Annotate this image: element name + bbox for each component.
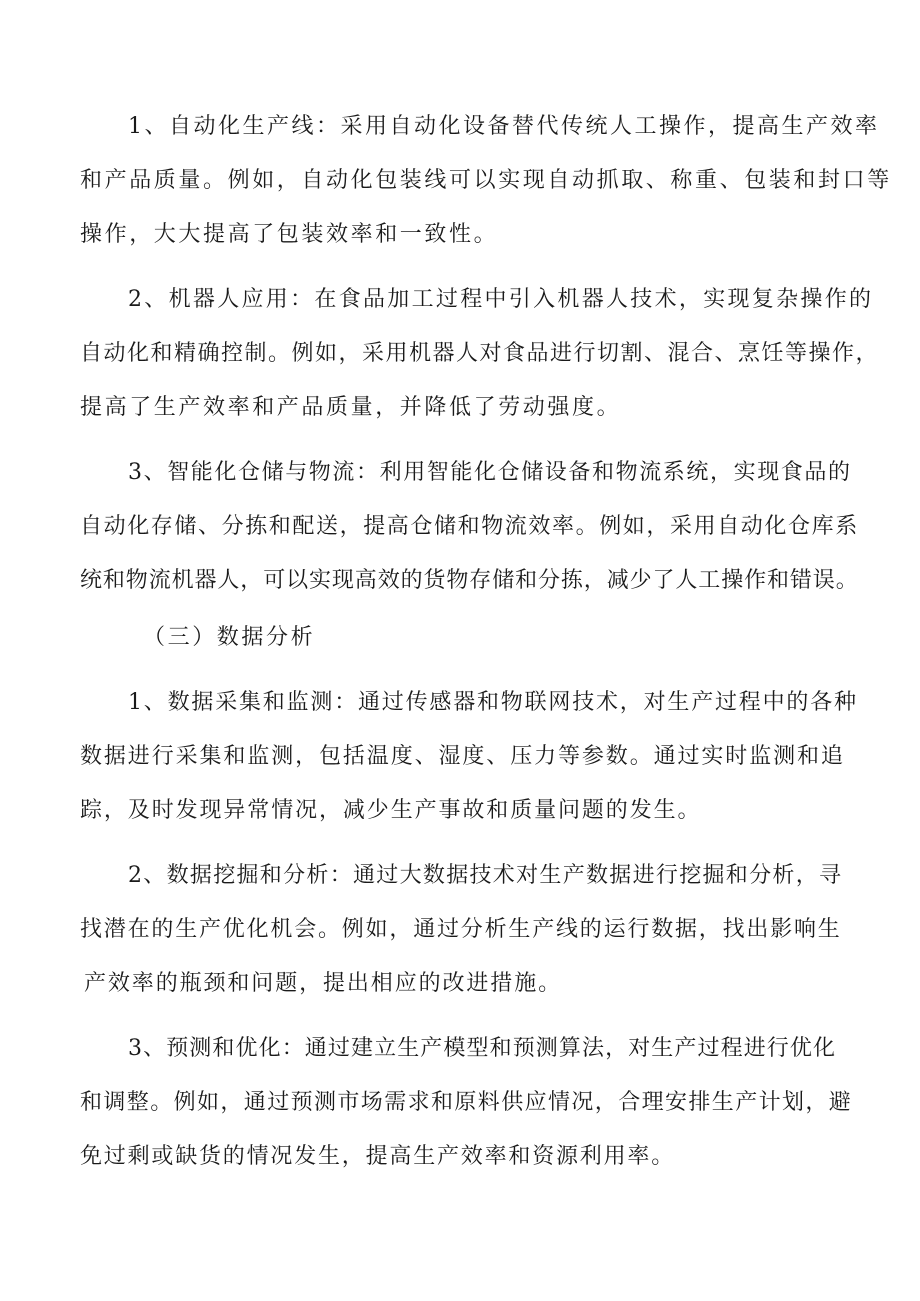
text-line: 3、预测和优化：通过建立生产模型和预测算法，对生产过程进行优化 — [128, 1036, 837, 1061]
text-line: 免过剩或缺货的情况发生，提高生产效率和资源利用率。 — [80, 1144, 676, 1169]
section-heading: （三）数据分析 — [143, 625, 316, 650]
text-line: 自动化和精确控制。例如，采用机器人对食品进行切割、混合、烹饪等操作， — [80, 341, 880, 366]
text-line: 2、数据挖掘和分析：通过大数据技术对生产数据进行挖掘和分析，寻 — [128, 863, 843, 888]
text-line: 提高了生产效率和产品质量，并降低了劳动强度。 — [80, 395, 622, 420]
text-line: 2、机器人应用：在食品加工过程中引入机器人技术，实现复杂操作的 — [128, 287, 874, 312]
text-line: 1、自动化生产线：采用自动化设备替代传统人工操作，提高生产效率 — [128, 114, 880, 139]
text-line: 操作，大大提高了包装效率和一致性。 — [80, 222, 499, 247]
text-line: 自动化存储、分拣和配送，提高仓储和物流效率。例如，采用自动化仓库系 — [80, 514, 859, 539]
text-line: 产效率的瓶颈和问题，提出相应的改进措施。 — [84, 971, 563, 996]
text-line: 和产品质量。例如，自动化包装线可以实现自动抓取、称重、包装和封口等 — [80, 168, 892, 193]
text-line: 3、智能化仓储与物流：利用智能化仓储设备和物流系统，实现食品的 — [128, 460, 852, 485]
text-line: 找潜在的生产优化机会。例如，通过分析生产线的运行数据，找出影响生 — [80, 917, 842, 942]
text-line: 1、数据采集和监测：通过传感器和物联网技术，对生产过程中的各种 — [128, 690, 858, 715]
text-line: 统和物流机器人，可以实现高效的货物存储和分拣，减少了人工操作和错误。 — [80, 568, 859, 593]
text-line: 数据进行采集和监测，包括温度、湿度、压力等参数。通过实时监测和追 — [80, 744, 845, 769]
text-line: 和调整。例如，通过预测市场需求和原料供应情况，合理安排生产计划，避 — [80, 1090, 853, 1115]
text-line: 踪，及时发现异常情况，减少生产事故和质量问题的发生。 — [80, 798, 702, 823]
